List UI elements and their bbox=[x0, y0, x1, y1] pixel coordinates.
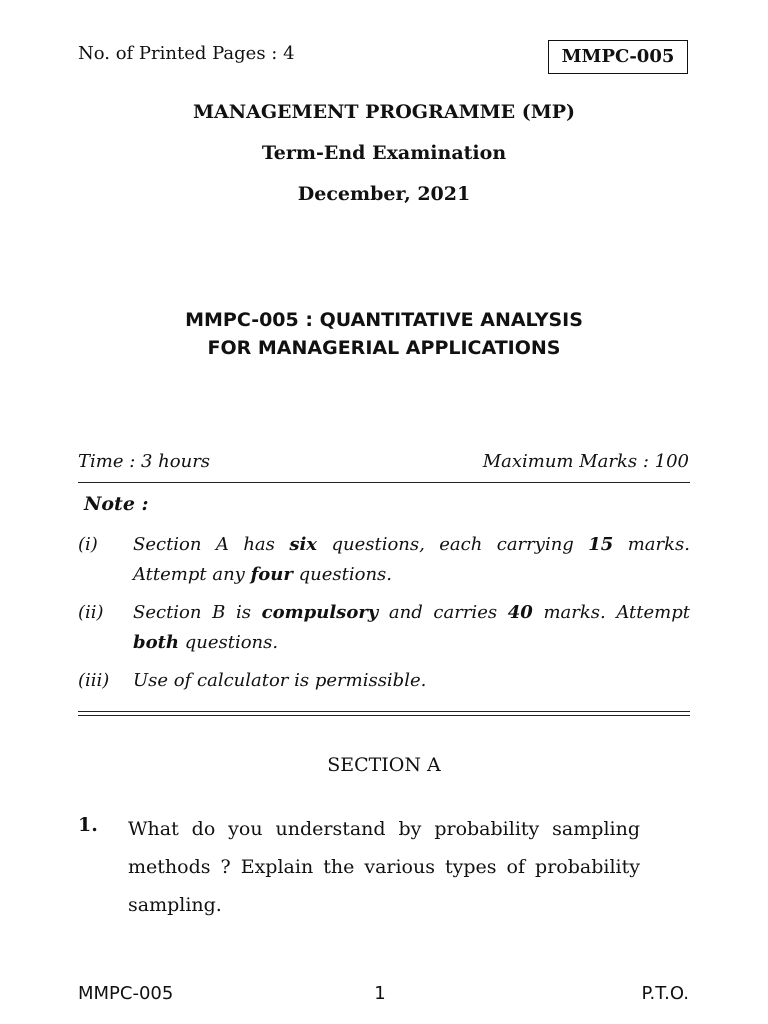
printed-pages-count: No. of Printed Pages : 4 bbox=[78, 43, 295, 64]
footer-page-number: 1 bbox=[374, 983, 386, 1004]
question-text: What do you understand by probability sampling methods ? Explain the various types of probability sampling. bbox=[128, 818, 640, 916]
exam-time: Time : 3 hours bbox=[78, 451, 211, 472]
course-title-line-1: MMPC-005 : QUANTITATIVE ANALYSIS bbox=[185, 309, 583, 331]
programme-title: MANAGEMENT PROGRAMME (MP) bbox=[192, 101, 576, 123]
divider-line bbox=[78, 482, 690, 483]
section-heading: SECTION A bbox=[327, 754, 441, 776]
exam-date: December, 2021 bbox=[297, 183, 471, 205]
course-title-line-2: FOR MANAGERIAL APPLICATIONS bbox=[207, 337, 561, 359]
course-code-box: MMPC-005 bbox=[548, 40, 688, 74]
course-title bbox=[0, 306, 768, 362]
note-item-text: Use of calculator is permissible. bbox=[133, 670, 427, 691]
maximum-marks: Maximum Marks : 100 bbox=[482, 451, 689, 472]
double-divider-top bbox=[78, 711, 690, 712]
note-item-number: (ii) bbox=[78, 602, 104, 623]
question-number: 1. bbox=[78, 814, 98, 836]
note-item-number: (iii) bbox=[78, 670, 110, 691]
note-item-number: (i) bbox=[78, 534, 98, 555]
note-heading: Note : bbox=[84, 493, 149, 515]
note-item-text: Section A has six questions, each carrying 15 marks. Attempt any four questions. bbox=[133, 534, 690, 585]
footer-pto: P.T.O. bbox=[641, 983, 689, 1004]
note-item-text: Section B is compulsory and carries 40 marks. Attempt both questions. bbox=[133, 602, 690, 653]
footer-course-code: MMPC-005 bbox=[78, 983, 174, 1004]
exam-title: Term-End Examination bbox=[261, 142, 507, 164]
double-divider-bottom bbox=[78, 715, 690, 716]
